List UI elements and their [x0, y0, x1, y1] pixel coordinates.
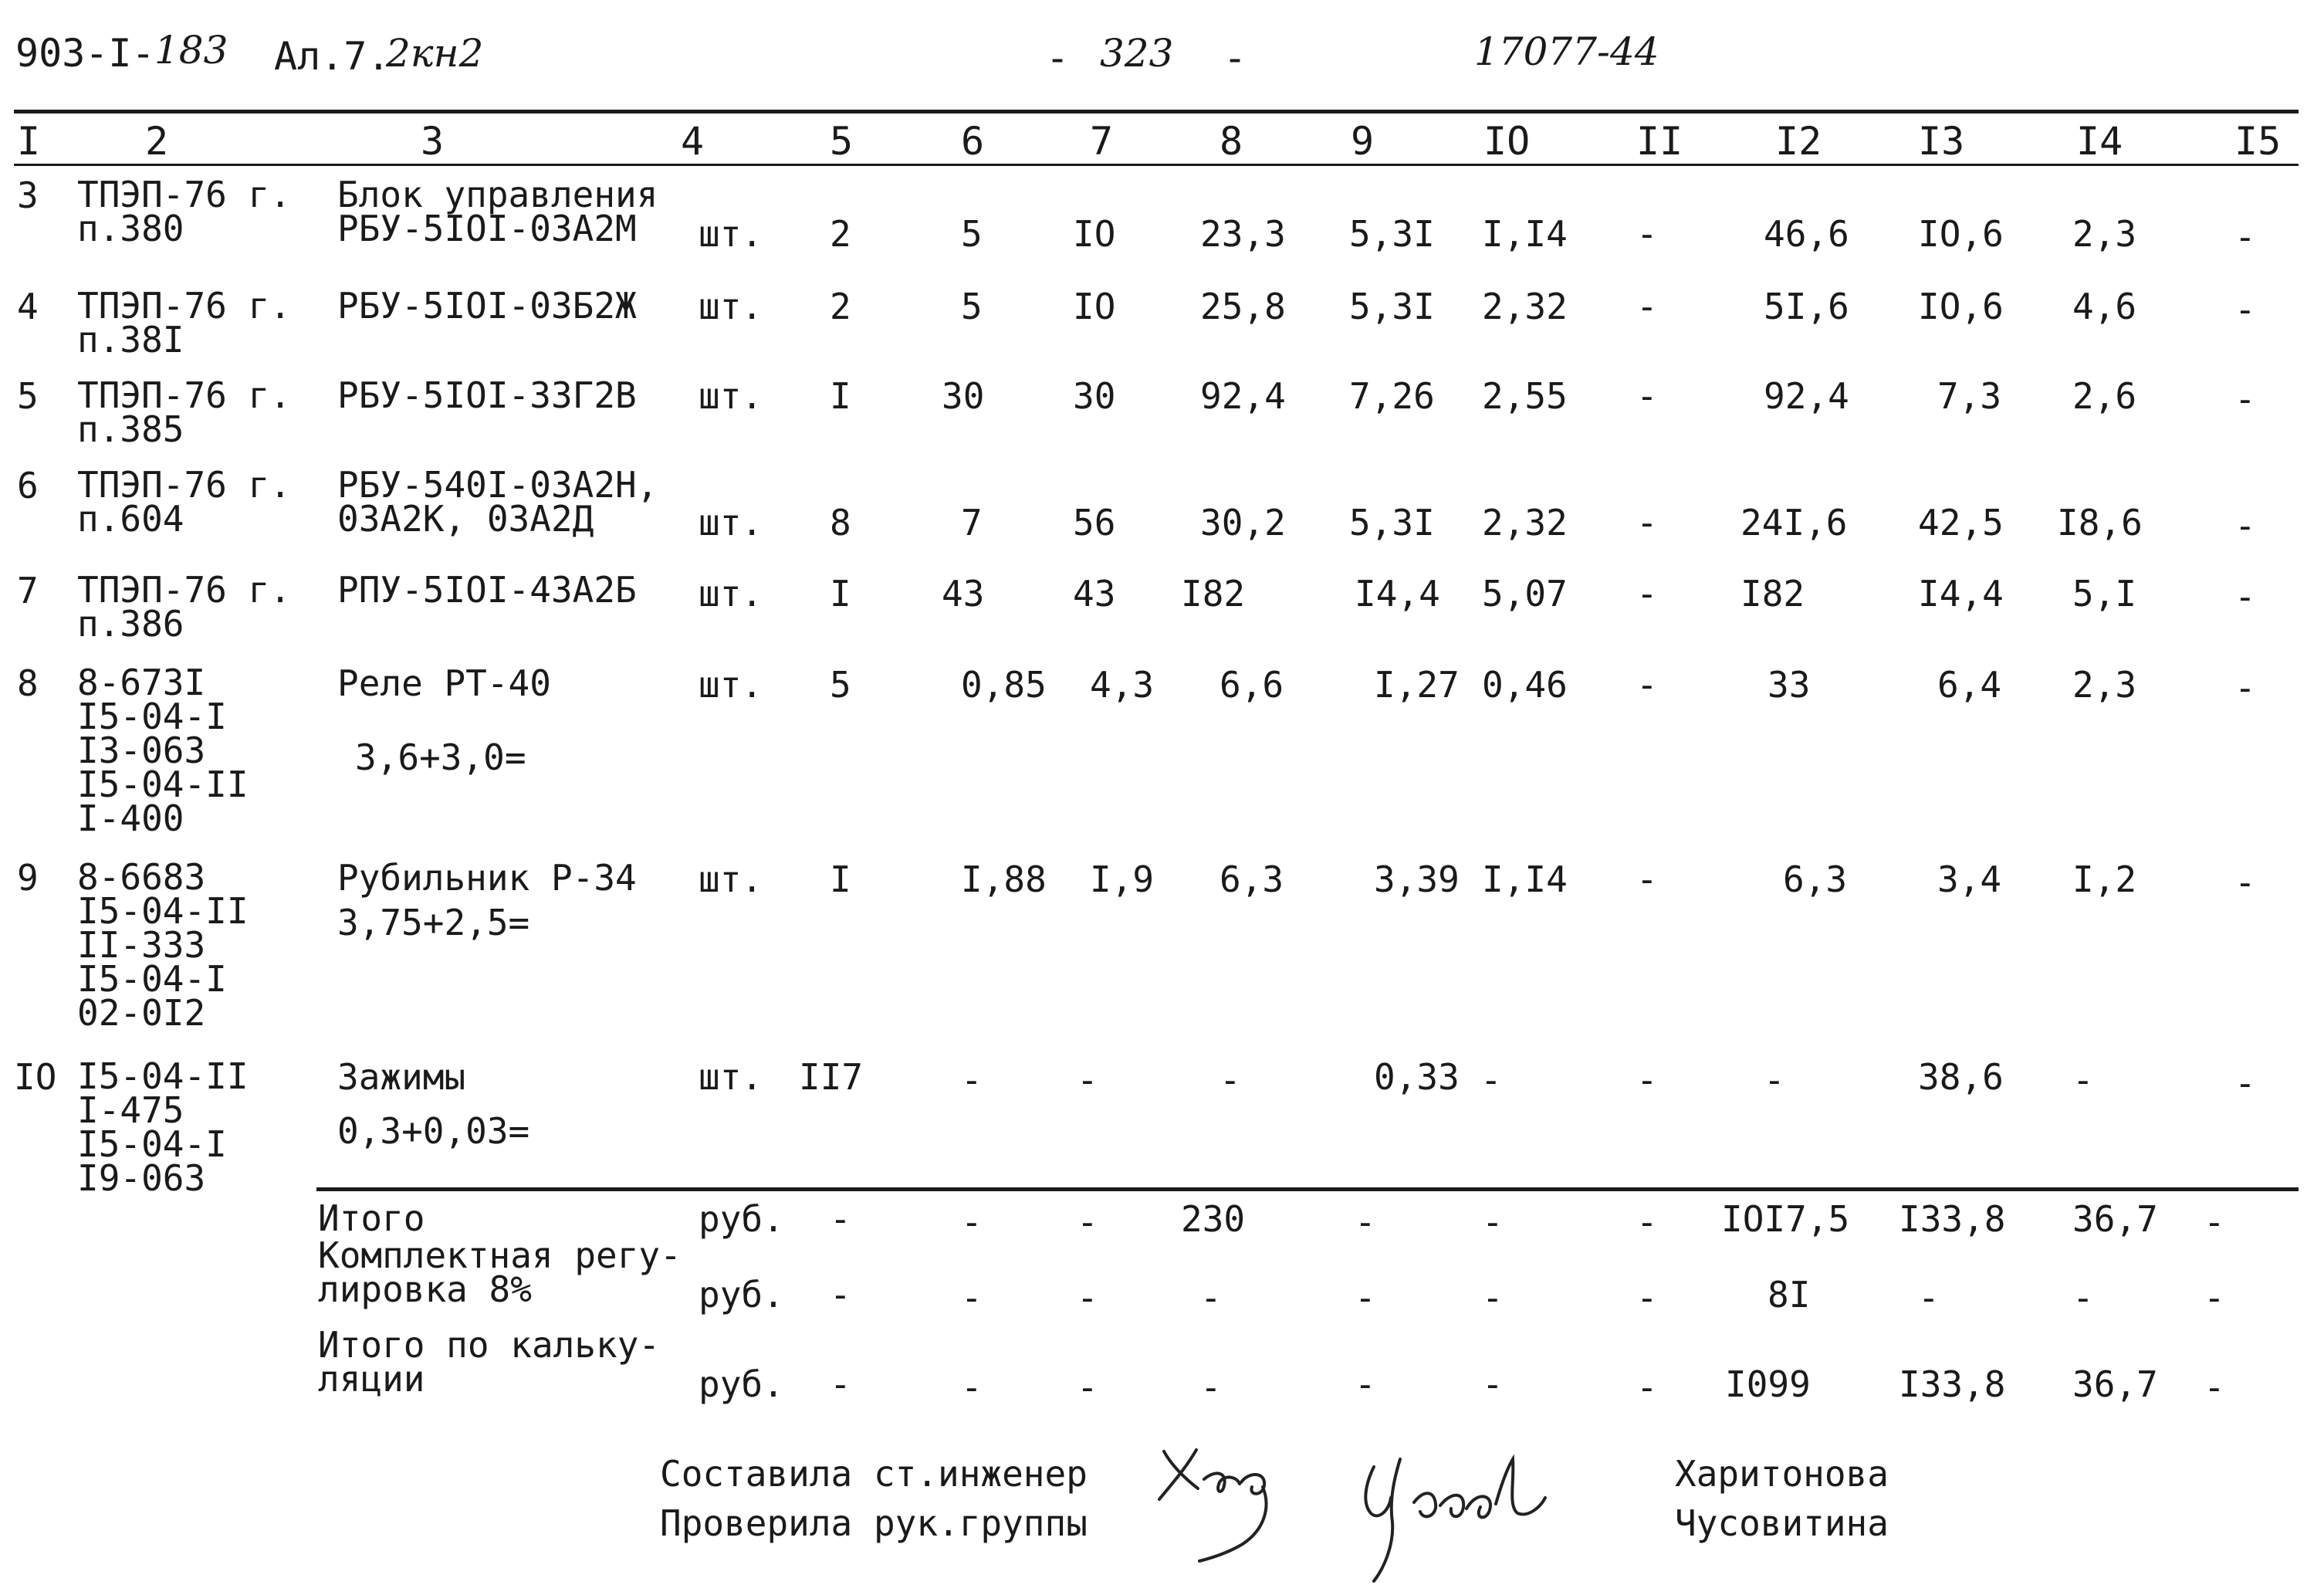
- row-ref: ТПЭП-76 г.: [77, 569, 291, 611]
- row-ref: п.386: [77, 603, 184, 645]
- col10-cell: I,I4: [1482, 213, 1568, 255]
- signature-image-checker: [1343, 1436, 1559, 1590]
- totals-label: ляции: [318, 1358, 425, 1400]
- col13-cell: I4,4: [1918, 573, 2004, 615]
- col6-cell: 0,85: [961, 664, 1047, 706]
- column-number: I5: [2234, 119, 2282, 164]
- unit-cell: шт.: [699, 502, 763, 544]
- col12-cell: 46,6: [1764, 213, 1849, 255]
- unit-cell: шт.: [699, 375, 763, 417]
- row-number: 3: [17, 174, 39, 216]
- col11-cell: -: [1636, 1366, 1658, 1408]
- qty-cell: II7: [799, 1056, 864, 1098]
- col14-cell: -: [2072, 1277, 2094, 1319]
- col12-cell: 92,4: [1764, 375, 1849, 417]
- col8-cell: 6,6: [1220, 664, 1284, 706]
- col8-cell: I82: [1181, 573, 1246, 615]
- row-ref: I5-04-I: [77, 1123, 227, 1165]
- col8-cell: 92,4: [1200, 375, 1286, 417]
- col11-cell: -: [1636, 573, 1658, 615]
- column-number: 5: [830, 119, 854, 164]
- row-number: 7: [17, 570, 39, 611]
- row-ref: ТПЭП-76 г.: [77, 285, 291, 327]
- col13-cell: 38,6: [1918, 1056, 2004, 1098]
- col11-cell: -: [1636, 858, 1658, 900]
- unit-cell: руб.: [699, 1274, 784, 1316]
- row-name: Реле РТ-40: [337, 662, 551, 704]
- column-number: I3: [1918, 119, 1965, 164]
- col7-cell: 30: [1073, 375, 1116, 417]
- col10-cell: -: [1482, 1363, 1504, 1405]
- col14-cell: 36,7: [2072, 1363, 2158, 1405]
- page-dash-left: -: [1046, 36, 1070, 80]
- col9-cell: I,27: [1374, 664, 1460, 706]
- totals-label: Итого по кальку-: [318, 1324, 661, 1366]
- col13-cell: IO,6: [1918, 213, 2004, 255]
- row-ref: п.385: [77, 408, 184, 450]
- col15-cell: -: [2234, 289, 2256, 330]
- col7-cell: IO: [1073, 286, 1116, 327]
- album-label: Ал.7.: [274, 34, 391, 79]
- col12-cell: 5I,6: [1764, 286, 1849, 327]
- col7-cell: 43: [1073, 573, 1116, 615]
- row-number: 6: [17, 465, 39, 506]
- column-number: I4: [2076, 119, 2123, 164]
- col11-cell: -: [1636, 664, 1658, 706]
- col12-cell: 6,3: [1783, 858, 1848, 900]
- checked-by-name: Чусовитина: [1675, 1502, 1889, 1544]
- col13-cell: -: [1918, 1277, 1940, 1319]
- row-number: IO: [14, 1056, 57, 1098]
- col12-cell: 24I,6: [1740, 502, 1848, 544]
- column-number: II: [1636, 119, 1683, 164]
- col15-cell: -: [2234, 378, 2256, 420]
- col9-cell: 5,3I: [1349, 286, 1435, 327]
- row-name: РБУ-5IOI-33Г2В: [337, 374, 637, 416]
- row-name: Зажимы: [337, 1056, 466, 1098]
- col9-cell: 0,33: [1374, 1056, 1460, 1098]
- page-number: 323: [1100, 31, 1174, 76]
- col9-cell: 5,3I: [1349, 502, 1435, 544]
- unit-cell: руб.: [699, 1363, 784, 1405]
- totals-label: Комплектная регу-: [318, 1234, 682, 1276]
- column-number: 6: [961, 119, 985, 164]
- col6-cell: -: [961, 1059, 983, 1101]
- checked-by-label: Проверила рук.группы: [660, 1502, 1088, 1544]
- col9-cell: 7,26: [1349, 375, 1435, 417]
- row-ref: п.604: [77, 498, 184, 540]
- row-ref: 8-673I: [77, 662, 206, 703]
- col14-cell: I8,6: [2057, 502, 2143, 544]
- col10-cell: 5,07: [1482, 573, 1568, 615]
- col11-cell: -: [1636, 213, 1658, 255]
- column-number: I2: [1775, 119, 1822, 164]
- qty-cell: 8: [830, 502, 851, 544]
- col7-cell: IO: [1073, 213, 1116, 255]
- col15-cell: -: [2234, 667, 2256, 709]
- column-number: I: [17, 119, 41, 164]
- row-ref: 8-6683: [77, 856, 206, 898]
- col8-cell: -: [1200, 1366, 1222, 1408]
- column-header-rule: [14, 164, 2299, 166]
- row-ref: I-400: [77, 798, 184, 839]
- page-dash-right: -: [1223, 36, 1247, 80]
- col10-cell: 0,46: [1482, 664, 1568, 706]
- column-number: 7: [1090, 119, 1114, 164]
- doc-code-handwritten: 183: [154, 28, 228, 73]
- col6-cell: 5: [961, 213, 983, 255]
- col15-cell: -: [2204, 1366, 2225, 1408]
- row-number: 8: [17, 662, 39, 704]
- col8-cell: 6,3: [1220, 858, 1284, 900]
- column-number: 3: [421, 119, 445, 164]
- column-number: 4: [681, 119, 705, 164]
- col13-cell: 42,5: [1918, 502, 2004, 544]
- row-number: 5: [17, 375, 39, 417]
- row-ref: I5-04-I: [77, 958, 227, 1000]
- row-name: РБУ-5IOI-03Б2Ж: [337, 285, 637, 327]
- top-rule: [14, 110, 2299, 113]
- col13-cell: I33,8: [1899, 1198, 2006, 1240]
- col10-cell: -: [1482, 1201, 1504, 1243]
- col14-cell: 2,3: [2072, 664, 2137, 706]
- col9-cell: I4,4: [1355, 573, 1440, 615]
- col13-cell: 7,3: [1937, 375, 2002, 417]
- col6-cell: I,88: [961, 858, 1047, 900]
- column-number: 2: [145, 119, 169, 164]
- col6-cell: 30: [942, 375, 985, 417]
- row-ref: I9-063: [77, 1157, 206, 1199]
- qty-cell: -: [830, 1198, 851, 1240]
- col9-cell: -: [1355, 1363, 1376, 1405]
- col11-cell: -: [1636, 1201, 1658, 1243]
- qty-cell: -: [830, 1274, 851, 1316]
- col15-cell: -: [2204, 1277, 2225, 1319]
- doc-code: 903-I-: [15, 31, 155, 76]
- col13-cell: IO,6: [1918, 286, 2004, 327]
- row-ref: I5-04-II: [77, 890, 249, 932]
- row-ref: I-475: [77, 1089, 184, 1131]
- col14-cell: 5,I: [2072, 573, 2137, 615]
- col12-cell: 33: [1768, 664, 1811, 706]
- col9-cell: -: [1355, 1277, 1376, 1319]
- inventory-number: 17077-44: [1474, 29, 1659, 74]
- col15-cell: -: [2234, 1062, 2256, 1104]
- row-formula: 3,6+3,0=: [355, 737, 526, 778]
- col6-cell: 43: [942, 573, 985, 615]
- col15-cell: -: [2234, 216, 2256, 258]
- totals-rule: [316, 1187, 2299, 1191]
- unit-cell: шт.: [699, 664, 763, 706]
- col13-cell: 3,4: [1937, 858, 2002, 900]
- row-name: Блок управления: [337, 174, 658, 215]
- unit-cell: шт.: [699, 858, 763, 900]
- qty-cell: 5: [830, 664, 851, 706]
- col6-cell: 5: [961, 286, 983, 327]
- col7-cell: -: [1077, 1201, 1098, 1243]
- col14-cell: I,2: [2072, 858, 2137, 900]
- row-ref: I5-04-II: [77, 764, 249, 805]
- col14-cell: 2,6: [2072, 375, 2137, 417]
- col12-cell: -: [1764, 1059, 1785, 1101]
- qty-cell: 2: [830, 213, 851, 255]
- row-ref: ТПЭП-76 г.: [77, 464, 291, 506]
- col10-cell: -: [1482, 1277, 1504, 1319]
- col8-cell: -: [1200, 1277, 1222, 1319]
- row-name: 03А2К, 03А2Д: [337, 498, 594, 540]
- unit-cell: шт.: [699, 1056, 763, 1098]
- col11-cell: -: [1636, 375, 1658, 417]
- signature-image-composer: [1150, 1428, 1297, 1567]
- col9-cell: 3,39: [1374, 858, 1460, 900]
- col7-cell: -: [1077, 1366, 1098, 1408]
- col12-cell: I82: [1740, 573, 1805, 615]
- row-ref: 02-0I2: [77, 992, 206, 1034]
- col8-cell: 230: [1181, 1198, 1246, 1240]
- qty-cell: I: [830, 858, 851, 900]
- col15-cell: -: [2204, 1201, 2225, 1243]
- col11-cell: -: [1636, 1059, 1658, 1101]
- col10-cell: 2,55: [1482, 375, 1568, 417]
- column-number: 8: [1220, 119, 1243, 164]
- col15-cell: -: [2234, 576, 2256, 618]
- col7-cell: I,9: [1090, 858, 1155, 900]
- column-number: IO: [1483, 119, 1531, 164]
- col7-cell: 4,3: [1090, 664, 1155, 706]
- col14-cell: 36,7: [2072, 1198, 2158, 1240]
- col14-cell: -: [2072, 1059, 2094, 1101]
- qty-cell: I: [830, 573, 851, 615]
- row-formula: 3,75+2,5=: [337, 902, 530, 943]
- row-name: Рубильник Р-34: [337, 857, 637, 899]
- col6-cell: -: [961, 1277, 983, 1319]
- col8-cell: -: [1220, 1059, 1241, 1101]
- col12-cell: 8I: [1768, 1274, 1811, 1316]
- row-name: РПУ-5IOI-43А2Б: [337, 569, 637, 611]
- col8-cell: 23,3: [1200, 213, 1286, 255]
- row-ref: II-333: [77, 924, 206, 966]
- row-name: РБУ-5IOI-03А2М: [337, 208, 637, 249]
- column-number: 9: [1351, 119, 1375, 164]
- col14-cell: 4,6: [2072, 286, 2137, 327]
- col12-cell: I099: [1725, 1363, 1811, 1405]
- composed-by-name: Харитонова: [1675, 1453, 1889, 1495]
- row-ref: I3-063: [77, 730, 206, 771]
- col8-cell: 30,2: [1200, 502, 1286, 544]
- unit-cell: руб.: [699, 1198, 784, 1240]
- col11-cell: -: [1636, 286, 1658, 327]
- col13-cell: I33,8: [1899, 1363, 2006, 1405]
- col13-cell: 6,4: [1937, 664, 2002, 706]
- row-ref: ТПЭП-76 г.: [77, 174, 291, 215]
- col10-cell: I,I4: [1482, 858, 1568, 900]
- unit-cell: шт.: [699, 213, 763, 255]
- col15-cell: -: [2234, 505, 2256, 547]
- qty-cell: I: [830, 375, 851, 417]
- col7-cell: -: [1077, 1277, 1098, 1319]
- totals-label: Итого: [318, 1197, 425, 1239]
- col11-cell: -: [1636, 502, 1658, 544]
- row-ref: ТПЭП-76 г.: [77, 374, 291, 416]
- row-ref: п.380: [77, 208, 184, 249]
- col11-cell: -: [1636, 1277, 1658, 1319]
- col7-cell: 56: [1073, 502, 1116, 544]
- row-name: РБУ-540I-03А2Н,: [337, 464, 658, 506]
- qty-cell: 2: [830, 286, 851, 327]
- col10-cell: -: [1480, 1059, 1502, 1101]
- col9-cell: -: [1355, 1201, 1376, 1243]
- col7-cell: -: [1077, 1059, 1098, 1101]
- col8-cell: 25,8: [1200, 286, 1286, 327]
- totals-label: лировка 8%: [318, 1268, 532, 1310]
- album-handwritten: 2кн2: [386, 31, 484, 76]
- col10-cell: 2,32: [1482, 502, 1568, 544]
- col6-cell: -: [961, 1201, 983, 1243]
- col10-cell: 2,32: [1482, 286, 1568, 327]
- qty-cell: -: [830, 1363, 851, 1405]
- col12-cell: IOI7,5: [1721, 1198, 1850, 1240]
- row-number: 9: [17, 857, 39, 899]
- row-formula: 0,3+0,03=: [337, 1110, 530, 1152]
- col14-cell: 2,3: [2072, 213, 2137, 255]
- row-number: 4: [17, 286, 39, 327]
- composed-by-label: Составила ст.инженер: [660, 1453, 1088, 1495]
- unit-cell: шт.: [699, 286, 763, 327]
- row-ref: п.38I: [77, 319, 184, 361]
- col9-cell: 5,3I: [1349, 213, 1435, 255]
- col6-cell: -: [961, 1366, 983, 1408]
- unit-cell: шт.: [699, 573, 763, 615]
- row-ref: I5-04-II: [77, 1055, 249, 1097]
- col6-cell: 7: [961, 502, 983, 544]
- col15-cell: -: [2234, 862, 2256, 903]
- row-ref: I5-04-I: [77, 696, 227, 737]
